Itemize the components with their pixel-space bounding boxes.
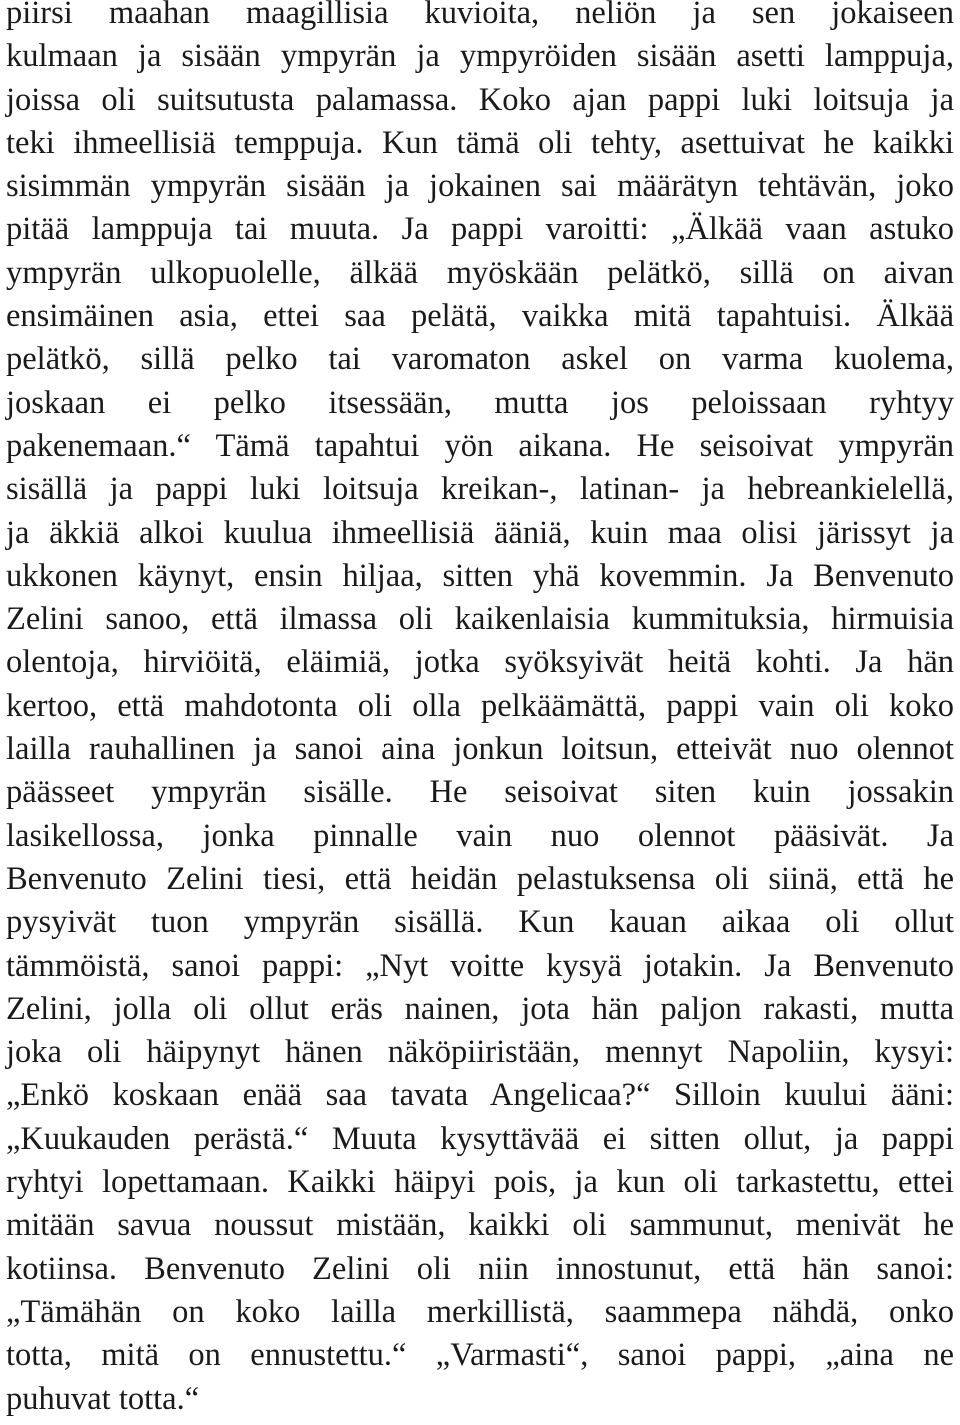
- text-line: Benvenuto Zelini tiesi, että heidän pelastuksensa oli siinä, että he: [6, 860, 954, 897]
- text-line: „Enkö koskaan enää saa tavata Angelicaa?“ Silloin kuului ääni:: [6, 1077, 954, 1114]
- text-line: piirsi maahan maagillisia kuvioita, neliön ja sen jokaiseen: [6, 0, 954, 31]
- text-line: sisällä ja pappi luki loitsuja kreikan-, latinan- ja hebreankielellä,: [6, 471, 954, 508]
- text-line: teki ihmeellisiä temppuja. Kun tämä oli tehty, asettuivat he kaikki: [6, 124, 954, 161]
- text-line: ympyrän ulkopuolelle, älkää myöskään pelätkö, sillä on aivan: [6, 254, 954, 291]
- text-line-last: puhuvat totta.“: [6, 1380, 200, 1417]
- text-line: Zelini sanoo, että ilmassa oli kaikenlaisia kummituksia, hirmuisia: [6, 601, 954, 638]
- text-line: kertoo, että mahdotonta oli olla pelkäämättä, pappi vain oli koko: [6, 687, 954, 724]
- text-line: kotiinsa. Benvenuto Zelini oli niin innostunut, että hän sanoi:: [6, 1250, 954, 1287]
- text-line: ukkonen käynyt, ensin hiljaa, sitten yhä kovemmin. Ja Benvenuto: [6, 557, 954, 594]
- text-line: lasikellossa, jonka pinnalle vain nuo olennot pääsivät. Ja: [6, 817, 954, 854]
- text-line: pitää lamppuja tai muuta. Ja pappi varoitti: „Älkää vaan astuko: [6, 211, 954, 248]
- text-line: joissa oli suitsutusta palamassa. Koko ajan pappi luki loitsuja ja: [6, 81, 954, 118]
- text-line: „Kuukauden perästä.“ Muuta kysyttävää ei sitten ollut, ja pappi: [6, 1120, 954, 1157]
- text-line: pelätkö, sillä pelko tai varomaton askel on varma kuolema,: [6, 341, 954, 378]
- text-line: totta, mitä on ennustettu.“ „Varmasti“, sanoi pappi, „aina ne: [6, 1337, 954, 1374]
- text-line: päässeet ympyrän sisälle. He seisoivat siten kuin jossakin: [6, 774, 954, 811]
- text-line: joskaan ei pelko itsessään, mutta jos peloissaan ryhtyy: [6, 384, 954, 421]
- text-line: tämmöistä, sanoi pappi: „Nyt voitte kysyä jotakin. Ja Benvenuto: [6, 947, 954, 984]
- text-line: ensimäinen asia, ettei saa pelätä, vaikka mitä tapahtuisi. Älkää: [6, 298, 954, 335]
- text-line: „Tämähän on koko lailla merkillistä, saammepa nähdä, onko: [6, 1293, 954, 1330]
- text-line: lailla rauhallinen ja sanoi aina jonkun loitsun, etteivät nuo olennot: [6, 731, 954, 768]
- text-line: kulmaan ja sisään ympyrän ja ympyröiden sisään asetti lamppuja,: [6, 38, 954, 75]
- text-line: ja äkkiä alkoi kuulua ihmeellisiä ääniä, kuin maa olisi järissyt ja: [6, 514, 954, 551]
- text-line: olentoja, hirviöitä, eläimiä, jotka syöksyivät heitä kohti. Ja hän: [6, 644, 954, 681]
- text-line: pakenemaan.“ Tämä tapahtui yön aikana. He seisoivat ympyrän: [6, 427, 954, 464]
- text-line: ryhtyi lopettamaan. Kaikki häipyi pois, ja kun oli tarkastettu, ettei: [6, 1164, 954, 1201]
- text-line: pysyivät tuon ympyrän sisällä. Kun kauan aikaa oli ollut: [6, 904, 954, 941]
- document-page: [6, 0, 954, 1421]
- text-line: joka oli häipynyt hänen näköpiiristään, mennyt Napoliin, kysyi:: [6, 1034, 954, 1071]
- text-line: sisimmän ympyrän sisään ja jokainen sai määrätyn tehtävän, joko: [6, 168, 954, 205]
- body-paragraph: [6, 0, 954, 1421]
- text-line: Zelini, jolla oli ollut eräs nainen, jota hän paljon rakasti, mutta: [6, 990, 954, 1027]
- text-line: mitään savua noussut mistään, kaikki oli sammunut, menivät he: [6, 1207, 954, 1244]
